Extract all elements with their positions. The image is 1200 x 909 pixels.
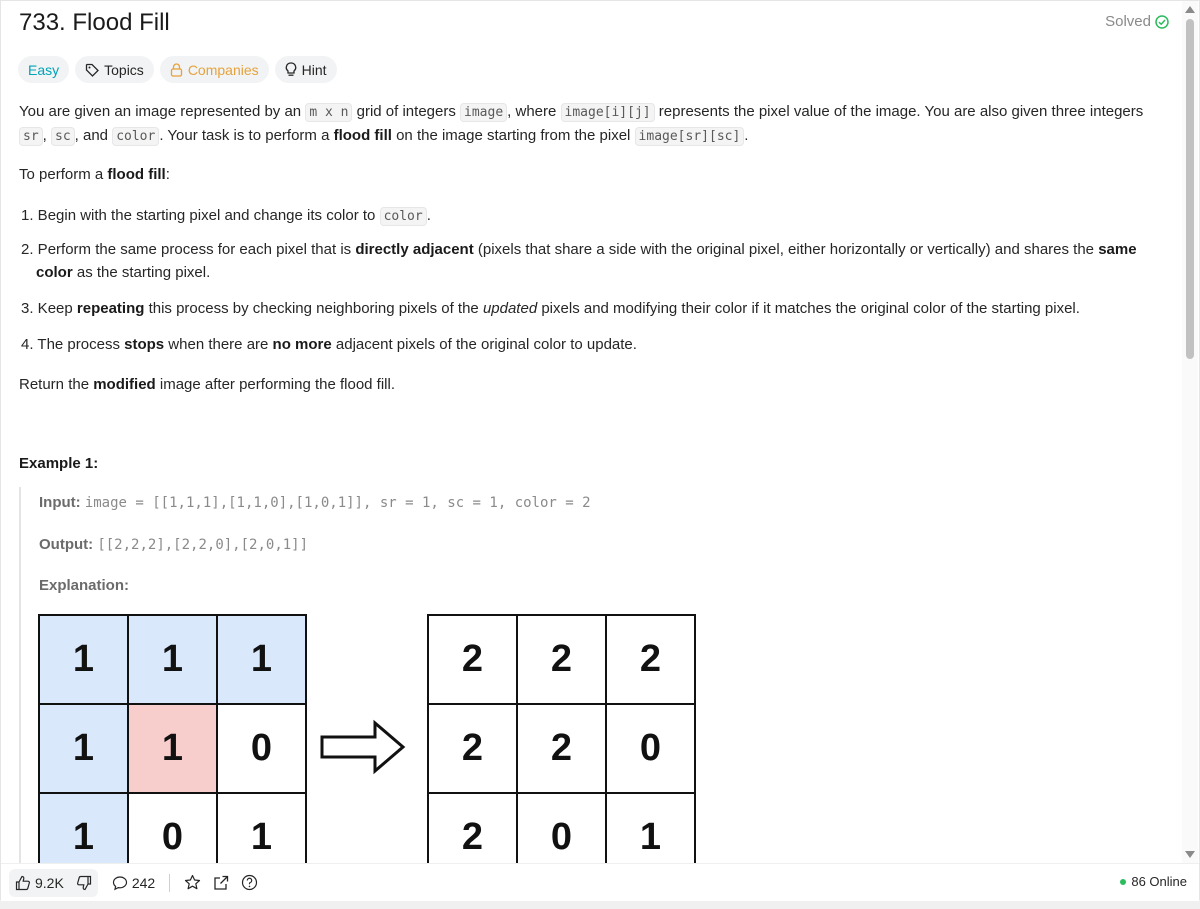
favorite-button[interactable] — [178, 869, 207, 897]
share-button[interactable] — [207, 869, 235, 897]
grid-cell: 1 — [40, 794, 127, 863]
scroll-up-icon[interactable] — [1185, 6, 1195, 13]
check-circle-icon — [1155, 15, 1169, 29]
list-number: 1. — [21, 207, 34, 224]
companies-button[interactable] — [160, 56, 269, 83]
bold-text: flood fill — [107, 166, 166, 183]
text: The process — [33, 336, 125, 353]
text: : — [165, 166, 170, 183]
title-row — [19, 7, 1169, 39]
input-label: Input: — [39, 494, 81, 511]
input-value: image = [[1,1,1],[1,1,0],[1,0,1]], sr = 1, sc = 1, color = 2 — [84, 495, 591, 511]
text: To perform a — [19, 166, 108, 183]
bold-text: stops — [124, 336, 165, 353]
grid-cell: 1 — [218, 794, 305, 863]
inline-code: m x n — [305, 103, 352, 122]
text: . — [744, 127, 749, 144]
inline-code: image — [460, 103, 507, 122]
text: Return the — [19, 376, 94, 393]
text: . — [426, 207, 431, 224]
help-button[interactable] — [235, 869, 264, 897]
text: represents the pixel value of the image. You are also given three integers — [654, 103, 1144, 120]
scrollbar[interactable] — [1182, 1, 1198, 863]
vote-group — [9, 869, 98, 897]
bold-text: flood fill — [333, 127, 392, 144]
right-arrow-icon — [319, 719, 407, 775]
companies-label: Companies — [187, 61, 259, 78]
grid-cell: 1 — [129, 616, 216, 703]
text: as the starting pixel. — [72, 264, 211, 281]
list-item — [21, 238, 1161, 284]
solved-label: Solved — [1105, 13, 1151, 30]
bold-text: same — [1098, 241, 1137, 258]
online-count: 86 Online — [1131, 874, 1187, 889]
grid-cell: 1 — [40, 616, 127, 703]
comment-icon — [112, 875, 128, 891]
inline-code: sc — [51, 127, 75, 146]
thumbs-up-icon — [15, 875, 31, 891]
comment-count: 242 — [131, 874, 156, 891]
topics-button[interactable] — [75, 56, 154, 83]
example-output — [39, 536, 308, 553]
like-button[interactable] — [9, 869, 70, 897]
bold-text: color — [36, 264, 73, 281]
before-grid-image — [38, 614, 307, 863]
grid-cell: 0 — [218, 705, 305, 792]
lightbulb-icon — [285, 62, 297, 77]
explanation-label: Explanation: — [39, 577, 130, 594]
example-input — [39, 494, 591, 511]
output-value: [[2,2,2],[2,2,0],[2,0,1]] — [97, 537, 309, 553]
text: Begin with the starting pixel and change its color to — [33, 207, 380, 224]
grid-cell: 1 — [129, 705, 216, 792]
solved-status — [1105, 13, 1169, 30]
text: , — [42, 127, 51, 144]
grid-cell: 0 — [518, 794, 605, 863]
list-item — [21, 297, 1161, 320]
text: Perform the same process for each pixel that is — [33, 241, 356, 258]
grid-cell: 2 — [518, 705, 605, 792]
text: pixels and modifying their color if it matches the original color of the starting pixel. — [537, 300, 1080, 317]
grid-cell: 2 — [607, 616, 694, 703]
text: . Your task is to perform a — [159, 127, 334, 144]
text: when there are — [164, 336, 273, 353]
bold-text: repeating — [76, 300, 145, 317]
online-indicator — [1120, 874, 1187, 889]
dislike-button[interactable] — [70, 869, 98, 897]
grid-cell: 0 — [129, 794, 216, 863]
grid-cell: 1 — [218, 616, 305, 703]
description-paragraph-3 — [19, 373, 1169, 396]
grid-cell: 0 — [607, 705, 694, 792]
text: , where — [507, 103, 561, 120]
footer-toolbar — [1, 863, 1199, 901]
online-dot — [1120, 879, 1126, 885]
thumbs-down-icon — [76, 875, 92, 891]
grid-cell: 1 — [40, 705, 127, 792]
grid-cell: 2 — [518, 616, 605, 703]
problem-description — [1, 1, 1181, 863]
text: (pixels that share a side with the original pixel, either horizontally or vertically) and shares the — [473, 241, 1099, 258]
question-circle-icon — [241, 874, 258, 891]
tag-row — [18, 56, 337, 83]
text: this process by checking neighboring pixels of the — [144, 300, 483, 317]
divider — [169, 874, 170, 892]
text: image after performing the flood fill. — [155, 376, 396, 393]
list-item — [21, 333, 1161, 356]
hint-button[interactable] — [275, 56, 337, 83]
tag-icon — [85, 63, 99, 77]
list-number: 4. — [21, 336, 34, 353]
grid-cell: 2 — [429, 794, 516, 863]
scroll-down-icon[interactable] — [1185, 851, 1195, 858]
output-label: Output: — [39, 536, 94, 553]
inline-code: sr — [19, 127, 43, 146]
inline-code: color — [380, 207, 427, 226]
text: You are given an image represented by an — [19, 103, 306, 120]
list-item — [21, 204, 1161, 228]
inline-code: color — [112, 127, 159, 146]
text: on the image starting from the pixel — [391, 127, 635, 144]
text: Keep — [33, 300, 77, 317]
grid-cell: 2 — [429, 705, 516, 792]
topics-label: Topics — [104, 61, 144, 78]
text: grid of integers — [352, 103, 461, 120]
grid-cell: 2 — [429, 616, 516, 703]
like-count: 9.2K — [35, 874, 64, 891]
problem-title[interactable]: 733. Flood Fill — [19, 9, 170, 36]
text: , and — [74, 127, 113, 144]
difficulty-label: Easy — [28, 61, 60, 78]
inline-code: image[i][j] — [561, 103, 655, 122]
bold-text: modified — [93, 376, 156, 393]
scroll-thumb[interactable] — [1186, 19, 1194, 359]
italic-text: updated — [482, 300, 538, 317]
star-icon — [184, 874, 201, 891]
list-number: 3. — [21, 300, 34, 317]
external-link-icon — [213, 875, 229, 891]
difficulty-badge[interactable] — [18, 56, 69, 83]
example-title: Example 1: — [19, 455, 99, 472]
after-grid-image — [427, 614, 696, 863]
bold-text: no more — [272, 336, 332, 353]
example-explanation — [39, 577, 129, 594]
description-paragraph-2 — [19, 163, 1169, 186]
inline-code: image[sr][sc] — [635, 127, 745, 146]
description-paragraph-1 — [19, 100, 1169, 148]
comments-button[interactable] — [106, 869, 161, 897]
lock-icon — [170, 63, 183, 77]
grid-cell: 1 — [607, 794, 694, 863]
bold-text: directly adjacent — [355, 241, 474, 258]
list-number: 2. — [21, 241, 34, 258]
text: adjacent pixels of the original color to update. — [331, 336, 637, 353]
hint-label: Hint — [301, 61, 327, 78]
